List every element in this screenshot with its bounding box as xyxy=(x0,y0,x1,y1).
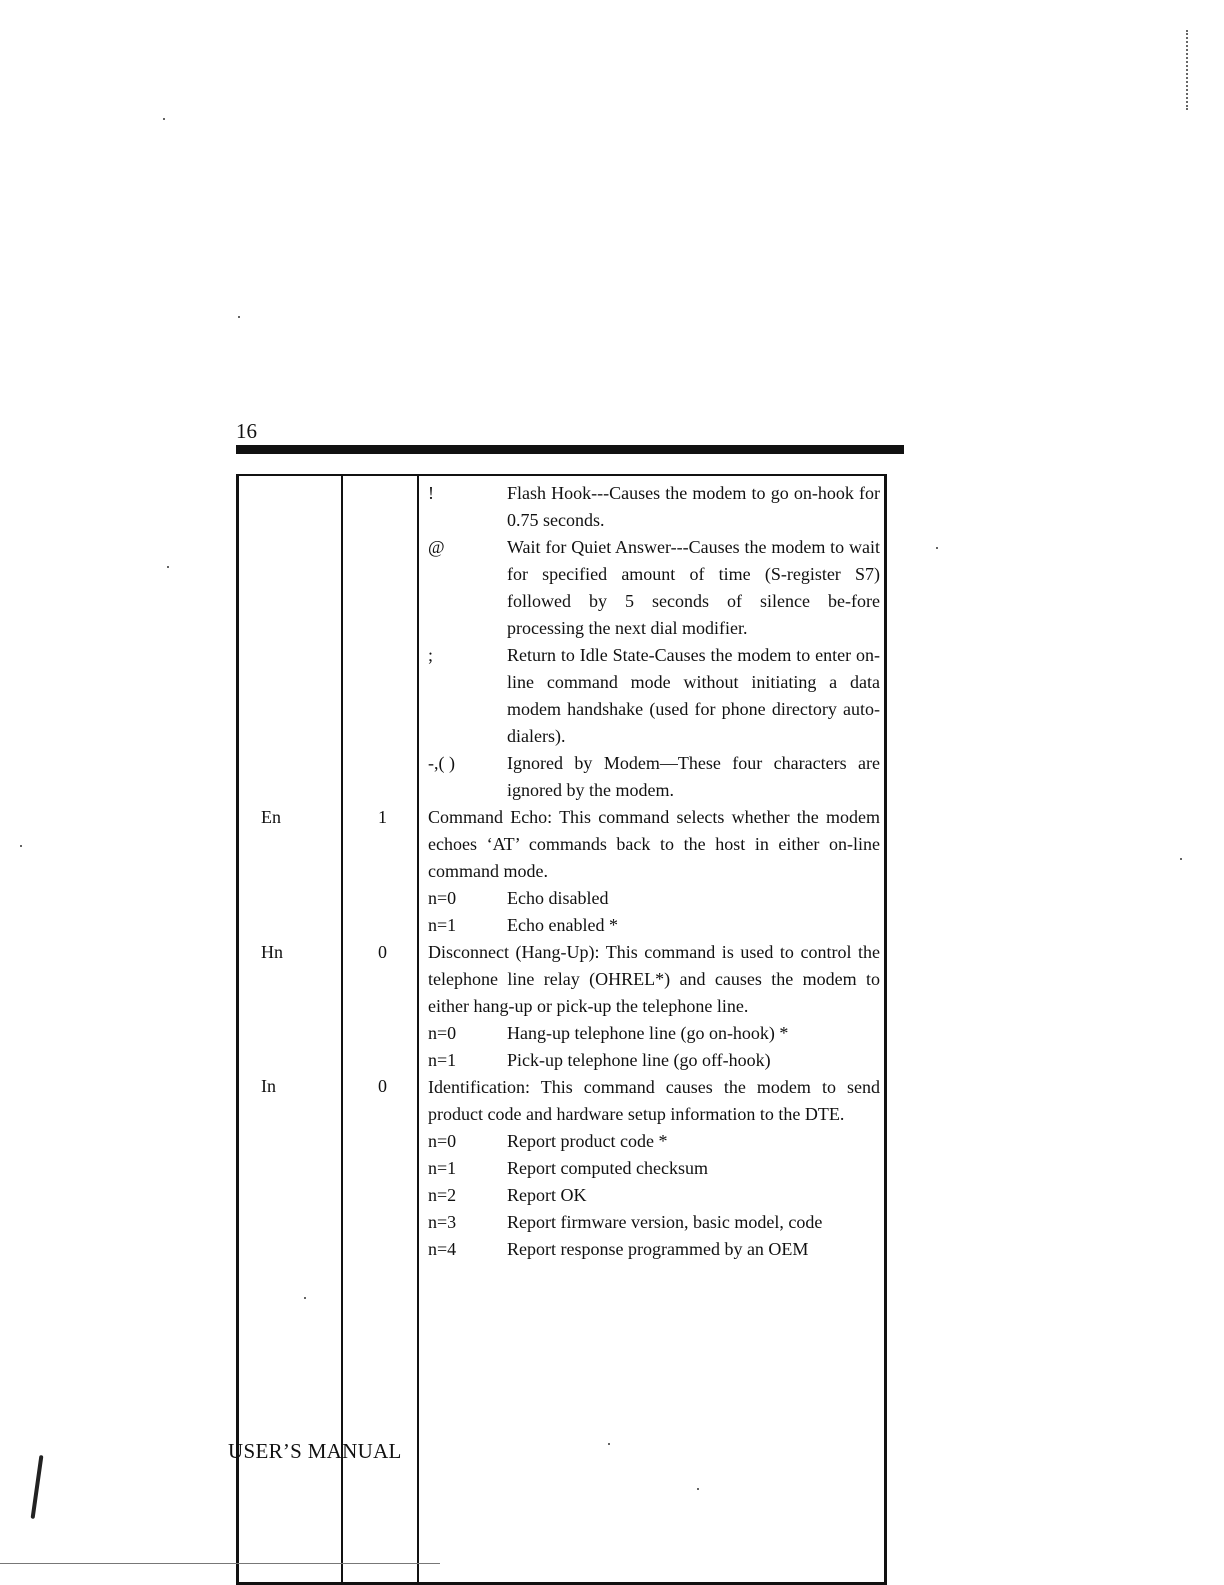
footer-label: USER’S MANUAL xyxy=(228,1439,402,1463)
option-text: Ignored by Modem—These four characters are ignored by the modem. xyxy=(507,753,880,800)
option-text: Pick-up telephone line (go off-hook) xyxy=(507,1050,771,1070)
scan-speck xyxy=(608,1443,610,1445)
command-name-en: En xyxy=(261,807,281,827)
option-row xyxy=(428,885,880,912)
option-text: Wait for Quiet Answer---Causes the modem to wait for specified amount of time (S-register S7) followed by 5 seconds of silence be-fore processing the next dial modifier. xyxy=(507,537,880,638)
option-row xyxy=(428,1209,880,1236)
scan-speck xyxy=(163,118,165,120)
option-text: Report OK xyxy=(507,1185,587,1205)
page-number: 16 xyxy=(236,419,257,443)
scan-speck xyxy=(304,1297,306,1299)
option-code: n=0 xyxy=(428,1131,457,1151)
dial-modifier-row xyxy=(428,750,880,804)
option-code: n=1 xyxy=(428,1158,457,1178)
option-text: Echo disabled xyxy=(507,888,609,908)
option-code: ; xyxy=(428,645,434,665)
option-text: Report computed checksum xyxy=(507,1158,708,1178)
option-code: @ xyxy=(428,537,445,557)
scan-speck xyxy=(1180,858,1182,860)
option-text: Report product code * xyxy=(507,1131,668,1151)
scan-speck xyxy=(936,547,938,549)
option-code: n=3 xyxy=(428,1212,457,1232)
en-description: Command Echo: This command selects whether the modem echoes ‘AT’ commands back to the host in either on-line command mode. xyxy=(428,807,880,881)
column-separator xyxy=(341,476,343,1582)
option-row xyxy=(428,1128,880,1155)
option-row xyxy=(428,1236,880,1263)
column-separator xyxy=(417,476,419,1582)
option-code: ! xyxy=(428,483,434,503)
option-code: n=1 xyxy=(428,915,457,935)
option-text: Hang-up telephone line (go on-hook) * xyxy=(507,1023,789,1043)
dial-modifier-row xyxy=(428,534,880,642)
description-column xyxy=(428,480,880,1263)
command-name-in: In xyxy=(261,1076,276,1096)
command-table xyxy=(236,474,887,1585)
option-text: Return to Idle State-Causes the modem to enter on-line command mode without initiating a data modem handshake (used for phone directory auto-dialers). xyxy=(507,645,880,746)
option-row xyxy=(428,1020,880,1047)
edge-dotted-mark xyxy=(1186,30,1190,110)
command-default-in: 0 xyxy=(378,1076,387,1096)
option-text: Report response programmed by an OEM xyxy=(507,1239,809,1259)
option-code: n=0 xyxy=(428,888,457,908)
scan-edge-line xyxy=(0,1563,440,1564)
option-code: n=2 xyxy=(428,1185,457,1205)
option-text: Flash Hook---Causes the modem to go on-hook for 0.75 seconds. xyxy=(507,483,880,530)
margin-pen-mark xyxy=(31,1455,44,1519)
header-rule xyxy=(236,445,904,454)
dial-modifier-row xyxy=(428,480,880,534)
option-row xyxy=(428,1155,880,1182)
in-description: Identification: This command causes the modem to send product code and hardware setup information to the DTE. xyxy=(428,1077,880,1124)
scan-speck xyxy=(238,316,240,318)
option-code: -,( ) xyxy=(428,753,455,773)
option-code: n=1 xyxy=(428,1050,457,1070)
command-default-hn: 0 xyxy=(378,942,387,962)
command-name-hn: Hn xyxy=(261,942,283,962)
option-row xyxy=(428,1047,880,1074)
scan-speck xyxy=(20,845,22,847)
scan-speck xyxy=(167,566,169,568)
hn-description: Disconnect (Hang-Up): This command is used to control the telephone line relay (OHREL*) and causes the modem to either hang-up or pick-up the telephone line. xyxy=(428,942,880,1016)
option-code: n=4 xyxy=(428,1239,457,1259)
option-row xyxy=(428,1182,880,1209)
scan-speck xyxy=(697,1488,699,1490)
option-text: Report firmware version, basic model, code xyxy=(507,1212,823,1232)
option-row xyxy=(428,912,880,939)
option-code: n=0 xyxy=(428,1023,457,1043)
dial-modifier-row xyxy=(428,642,880,750)
command-default-en: 1 xyxy=(378,807,387,827)
option-text: Echo enabled * xyxy=(507,915,618,935)
